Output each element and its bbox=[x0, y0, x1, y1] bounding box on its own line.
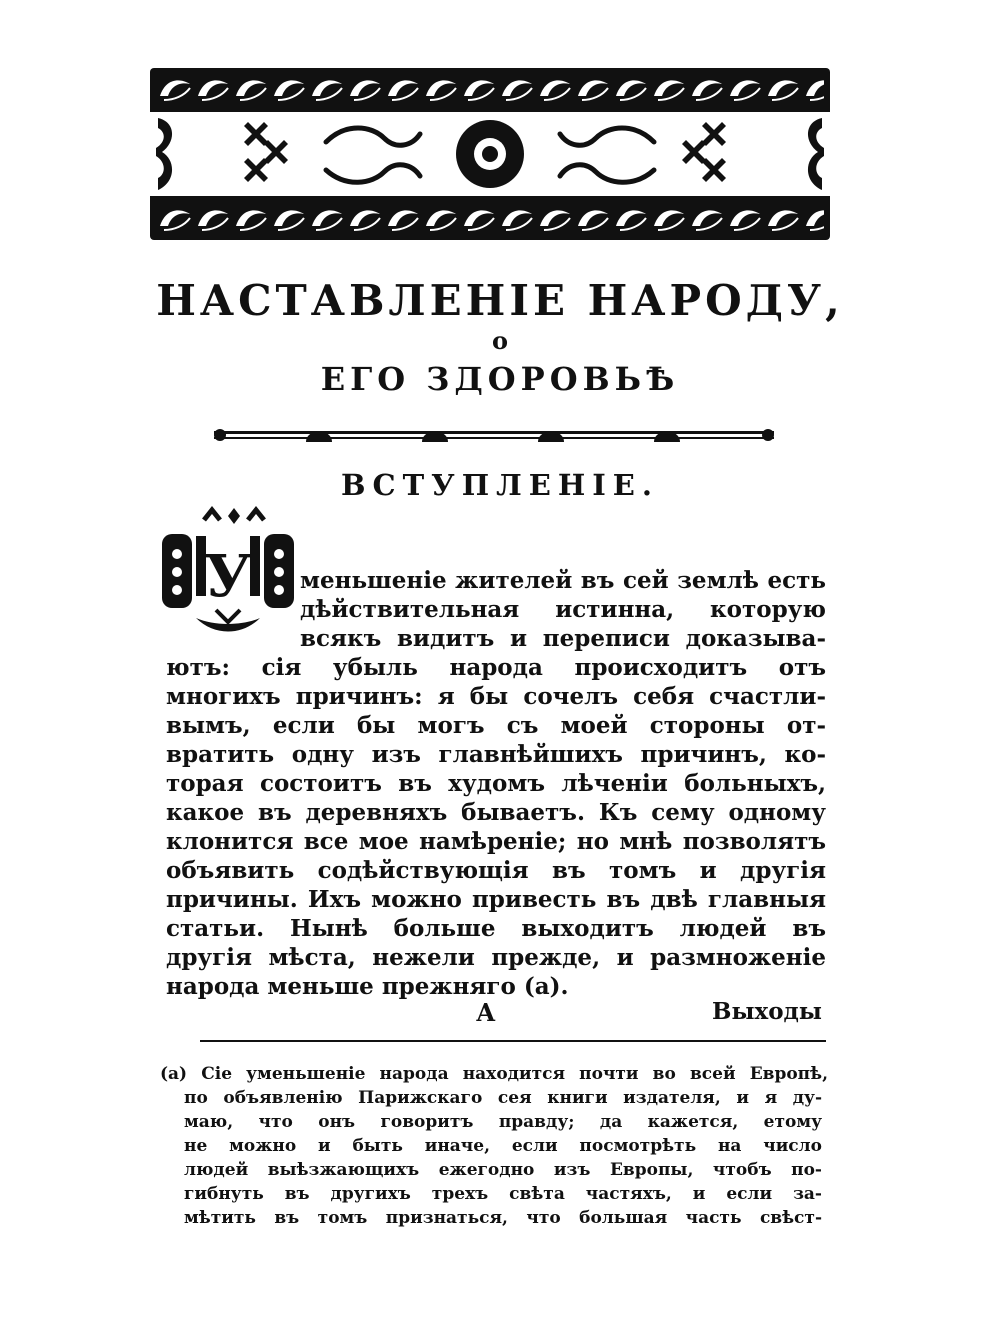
footnote-line: мѣтить въ томъ признаться, что большая часть свѣст- bbox=[184, 1208, 822, 1228]
body-line: вратить одну изъ главнѣйшихъ причинъ, ко- bbox=[166, 741, 826, 768]
footnote-line: людей выѣзжающихъ ежегодно изъ Европы, чтобъ по- bbox=[184, 1160, 822, 1180]
section-heading: ВСТУПЛЕНІЕ. bbox=[340, 468, 659, 502]
main-title: НАСТАВЛЕНІЕ НАРОДУ, bbox=[156, 276, 844, 325]
body-line: меньшеніе жителей въ сей землѣ есть bbox=[300, 567, 826, 594]
chain-border-top bbox=[156, 74, 824, 104]
body-line: причины. Ихъ можно привесть въ двѣ главныя bbox=[166, 886, 826, 913]
footnote-line: по объявленію Парижскаго сея книги издателя, и я ду- bbox=[184, 1088, 822, 1108]
footnote-divider bbox=[200, 1040, 826, 1042]
chain-border-bottom bbox=[156, 204, 824, 234]
body-line: многихъ причинъ: я бы сочелъ себя счастли- bbox=[166, 683, 826, 710]
ornament-row bbox=[150, 112, 830, 196]
body-line: ютъ: сія убыль народа происходитъ отъ bbox=[166, 654, 826, 681]
footnote-line: гибнуть въ другихъ трехъ свѣта частяхъ, и если за- bbox=[184, 1184, 822, 1204]
body-line: клонится все мое намѣреніе; но мнѣ позволятъ bbox=[166, 828, 826, 855]
subtitle: ЕГО ЗДОРОВЬѢ bbox=[320, 360, 680, 398]
body-line: народа меньше прежняго (a). bbox=[166, 973, 569, 1000]
body-line: объявить содѣйствующія въ томъ и другія bbox=[166, 857, 826, 884]
drop-cap-letter: У bbox=[204, 542, 252, 610]
signature-mark: А bbox=[476, 998, 496, 1027]
footnote-line: не можно и быть иначе, если посмотрѣть на число bbox=[184, 1136, 822, 1156]
decorative-rule bbox=[214, 424, 774, 446]
body-line: статьи. Нынѣ больше выходитъ людей въ bbox=[166, 915, 826, 942]
drop-cap bbox=[156, 506, 300, 636]
body-line: другія мѣста, нежели прежде, и размноженіе bbox=[166, 944, 826, 971]
ornamental-headpiece bbox=[150, 68, 830, 240]
footnote-line: маю, что онъ говоритъ правду; да кажется, етому bbox=[184, 1112, 822, 1132]
body-line: торая состоитъ въ худомъ лѣченіи больныхъ, bbox=[166, 770, 826, 797]
body-line: дѣйствительная истинна, которую bbox=[300, 596, 826, 623]
footnote-line: (a) Сіе уменьшеніе народа находится почти во всей Европѣ, bbox=[160, 1064, 828, 1084]
body-line: какое въ деревняхъ бываетъ. Къ сему одному bbox=[166, 799, 826, 826]
title-connector: о bbox=[491, 326, 508, 355]
rosette-ornament bbox=[456, 120, 524, 188]
body-line: вымъ, если бы могъ съ моей стороны от- bbox=[166, 712, 826, 739]
body-line: всякъ видитъ и переписи доказыва- bbox=[300, 625, 826, 652]
catchword: Выходы bbox=[712, 998, 822, 1025]
